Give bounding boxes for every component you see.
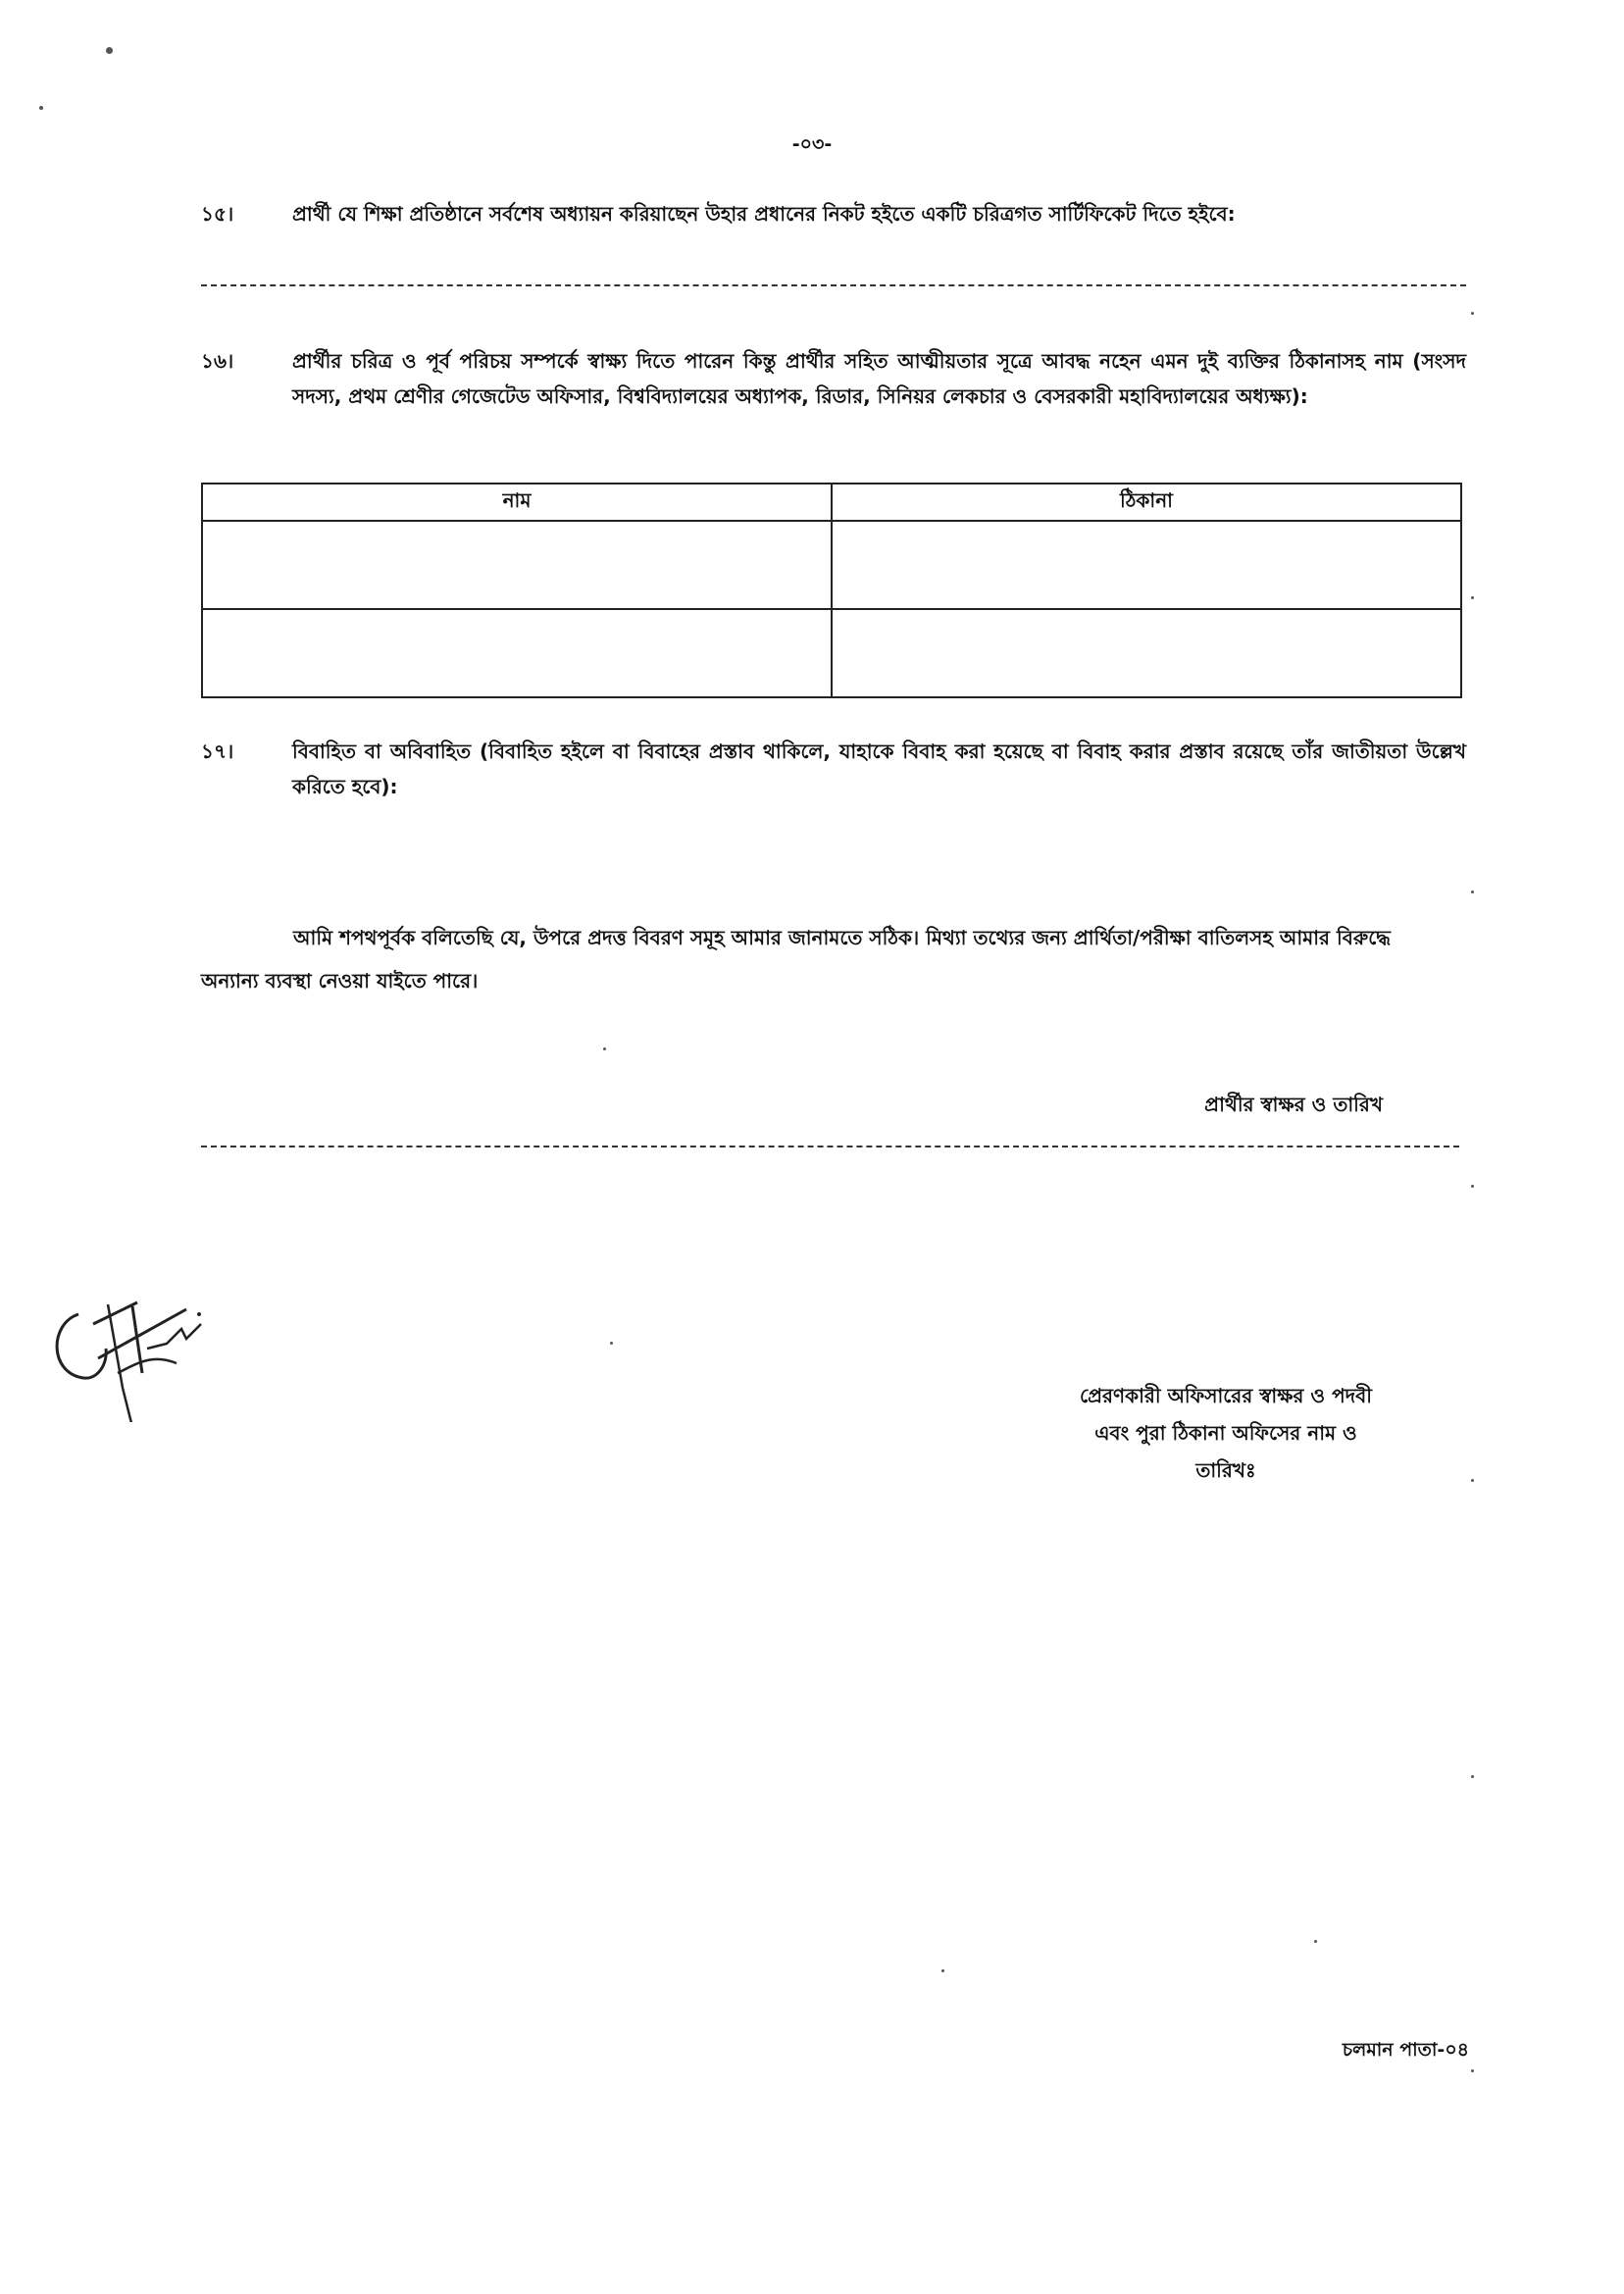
column-header-name: নাম	[202, 484, 832, 521]
scan-speck	[1471, 1479, 1474, 1482]
scan-speck	[1471, 2069, 1474, 2072]
item-16-text: প্রার্থীর চরিত্র ও পূর্ব পরিচয় সম্পর্কে স্বাক্ষ্য দিতে পারেন কিন্তু প্রার্থীর সহিত আত্মীয়তার সূত্রে আবদ্ধ নহেন এমন দুই ব্যক্তির ঠিকানাসহ নাম (সংসদ সদস্য, প্রথম শ্রেণীর গেজেটেড অফিসার, বিশ্ববিদ্যালয়ের অধ্যাপক, রিডার, সিনিয়র লেকচার ও বেসরকারী মহাবিদ্যালয়ের অধ্যক্ষ্য):	[292, 349, 1466, 408]
scan-speck	[610, 1342, 613, 1345]
candidate-signature-line	[201, 1146, 1459, 1147]
item-15-number: ১৫।	[201, 202, 234, 226]
declaration	[201, 916, 1427, 1002]
scan-speck	[1471, 596, 1474, 599]
address-cell[interactable]	[832, 521, 1461, 609]
item-17-number: ১৭।	[201, 739, 234, 763]
name-cell[interactable]	[202, 609, 832, 697]
item-15-answer-line	[201, 284, 1466, 286]
scan-speck	[1471, 891, 1474, 893]
column-header-address: ঠিকানা	[832, 484, 1461, 521]
address-cell[interactable]	[832, 609, 1461, 697]
scan-speck	[106, 47, 113, 54]
reference-table-header	[202, 484, 1461, 521]
scan-speck	[941, 1969, 944, 1972]
scan-speck	[1471, 312, 1474, 315]
item-16	[201, 343, 1466, 461]
continuation-label: চলমান পাতা-০৪	[1342, 2039, 1469, 2061]
page-number: -০৩-	[791, 133, 833, 155]
item-17-text: বিবাহিত বা অবিবাহিত (বিবাহিত হইলে বা বিবাহের প্রস্তাব থাকিলে, যাহাকে বিবাহ করা হয়েছে বা বিবাহ করার প্রস্তাব রয়েছে তাঁর জাতীয়তা উল্লেখ করিতে হবে):	[292, 739, 1466, 798]
reference-table	[201, 483, 1462, 698]
item-16-number: ১৬।	[201, 349, 234, 373]
scan-speck	[1314, 1940, 1317, 1943]
scan-speck	[1471, 1185, 1474, 1188]
officer-line-3: তারিখঃ	[1195, 1458, 1256, 1482]
item-15-text: প্রার্থী যে শিক্ষা প্রতিষ্ঠানে সর্বশেষ অধ্যায়ন করিয়াছেন উহার প্রধানের নিকট হইতে একটি চরিত্রগত সার্টিফিকেট দিতে হইবে:	[292, 202, 1236, 226]
candidate-signature-label: প্রার্থীর স্বাক্ষর ও তারিখ	[1204, 1093, 1383, 1116]
officer-line-2: এবং পুরা ঠিকানা অফিসের নাম ও	[1094, 1421, 1357, 1445]
scan-speck	[603, 1047, 606, 1050]
table-row	[202, 521, 1461, 609]
declaration-text: আমি শপথপূর্বক বলিতেছি যে, উপরে প্রদত্ত বিবরণ সমূহ আমার জানামতে সঠিক। মিথ্যা তথ্যের জন্য প্রার্থিতা/পরীক্ষা বাতিলসহ আমার বিরুদ্ধে অন্যান্য ব্যবস্থা নেওয়া যাইতে পারে।	[201, 926, 1391, 993]
item-15	[201, 196, 1466, 235]
scan-speck	[39, 106, 43, 110]
item-17	[201, 734, 1466, 812]
table-row	[202, 609, 1461, 697]
forwarding-officer-block	[1000, 1377, 1451, 1489]
name-cell[interactable]	[202, 521, 832, 609]
signature-initials-mark	[39, 1255, 216, 1422]
scan-speck	[1471, 1775, 1474, 1778]
officer-line-1: প্রেরণকারী অফিসারের স্বাক্ষর ও পদবী	[1079, 1384, 1373, 1407]
